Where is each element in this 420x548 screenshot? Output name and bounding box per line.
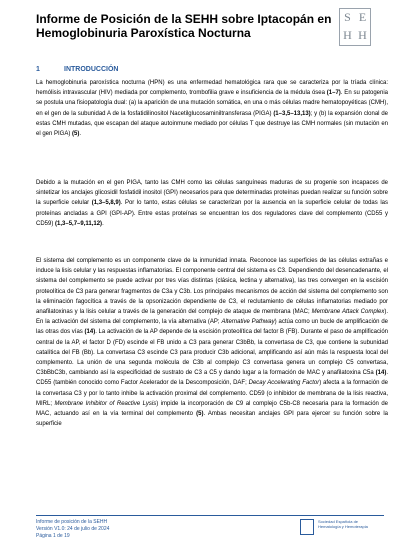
footer-info: [36, 519, 109, 540]
paragraph: [36, 256, 388, 429]
org-line: Hematología y Hemoterapia: [318, 524, 368, 529]
text-run: . En su patogenia se postula una fisiopatología dual: (a) la aparición de una mutación somática, en una o más células madre hematopoyéticas (CMH), en el gen de la subunidad A de la fosfatidilinositol Nacetilglucosaminiltransferasa (PIGA): [36, 90, 389, 117]
footer-version: Versión V1.0: 24 de julio de 2024: [36, 526, 110, 532]
text-run: ) impide la incorporación de C9 al complejo C5b-C8 necesaria para la formación de MAC, actuando así en la vía terminal del complemento: [36, 400, 388, 418]
text-run: El sistema del complemento es un componente clave de la inmunidad innata. Reconoce las superficies de las células extrañas e induce la lisis celular y las respuestas inflamatorias. El componente central del sistema es C3. Dependiendo del desencadenante, el sistema del complemento se puede activar por tres vías distintas (clásica, lectina y alternativa), las tres convergen en la escisión proteolítica de C3 para generar fragmentos de C3a y C3b. Los principales mecanismos de acción del sistema del complemento son la eliminación fagocítica a través de la opsonización dependiente de C3, el reclutamiento de células inflamatorias mediado por anafilatoxinas y la lisis celular a través de la generación del complejo de ataque de membrana (MAC;: [36, 258, 388, 316]
text-run: . Ambas necesitan anclajes GPI para ejercer su función sobre la superficie: [36, 411, 388, 428]
org-line: Sociedad Española de: [318, 519, 359, 524]
logo-letter: H: [358, 28, 367, 42]
text-run: ). En la activación del sistema del complemento, la vía alternativa (AP;: [36, 309, 389, 326]
logo-letter: S: [344, 10, 351, 24]
footer-logo: [300, 519, 420, 535]
section-title: INTRODUCCIÓN: [64, 66, 119, 73]
citation: (14): [375, 370, 387, 377]
document-title: Informe de Posición de la SEHH sobre Iptacopán en Hemoglobinuria Paroxística Nocturna: [36, 12, 332, 40]
citation: (14): [84, 329, 96, 336]
logo-letter: H: [343, 28, 352, 42]
citation: (1–3,5–13,13): [273, 110, 311, 117]
text-run: .: [102, 220, 104, 227]
citation: (1–7): [326, 90, 341, 97]
sehh-mark-icon: [300, 519, 314, 535]
text-run: . Por lo tanto, estas células se caracterizan por la ausencia en la superficie celular de todas las proteínas ancladas a GPI (GPI-AP). Entre estas proteínas se encuentran los dos reguladores clave del complemento (CD55 y CD59): [36, 200, 388, 227]
sehh-logo: [339, 8, 371, 46]
text-run: . La activación de la AP depende de la escisión proteolítica del factor B (FB). Durante el paso de amplificación central de la AP, el factor D (FD) escinde el FB unido a C3 para generar C3bBb, la convertasa de C3, que contiene la subunidad catalítica del FB (Bb). La convertasa C3 escinde C3 para producir C3b adicional, amplificando así aún más la respuesta local del complemento. La unión de una segunda molécula de C3b al complejo C3 convertasa genera un complejo C5 convertasa, C3bBbC3b, cambiando así la especificidad de sustrato de C3 a C5 y dando lugar a la formación de MAC y anafilatoxina C5a: [36, 329, 388, 377]
emphasis-text: Alternative Pathway: [221, 319, 275, 326]
logo-letter: E: [358, 10, 367, 24]
citation: (1,3–5,8,9): [91, 200, 121, 207]
text-run: ) actúa como un bucle de amplificación de las otras dos vías: [36, 319, 388, 336]
section-number: 1: [36, 66, 40, 73]
citation: (5): [72, 131, 80, 138]
text-run: ) afecta a la formación de la convertasa C3 y por lo tanto inhibe la activación proximal del complemento. CD59 (o inhibidor de membrana de la lisis reactiva, MIRL;: [36, 380, 388, 407]
text-run: La hemoglobinuria paroxística nocturna (HPN) es una enfermedad hematológica rara que se caracteriza por la tríada clínica: hemólisis intravascular (HIV) mediada por complemento, trombofilia grave e insuficiencia de la médula ósea: [36, 80, 388, 97]
text-run: .: [79, 131, 82, 138]
paragraph: [36, 178, 388, 229]
text-run: Debido a la mutación en el gen PIGA, tanto las CMH como las células sanguíneas maduras de su progenie son incapaces de sintetizar los anclajes glicosidil fosfatidil inositol (GPI) necesarios para que determinadas proteínas puedan realizar su función sobre la superficie celular: [36, 180, 388, 207]
citation: (1,3–5,7–9,11,12): [55, 220, 103, 227]
emphasis-text: Decay Accelerating Factor: [248, 380, 320, 387]
section-heading: [36, 66, 118, 73]
text-run: ; y (b) la expansión clonal de estas CMH mutadas, que escapan del ataque autoinmune mediado por células T que destruye las CMH normales (sin mutación en el gen PIGA): [36, 110, 388, 138]
citation: (5): [196, 411, 204, 418]
emphasis-text: Membrane Inhibitor of Reactive Lysis: [54, 400, 157, 407]
emphasis-text: Membrane Attack Complex: [311, 309, 385, 316]
text-run: . CD55 (también conocido como Factor Acelerador de la Descomposición, DAF;: [36, 370, 388, 387]
paragraph: [36, 78, 388, 139]
footer-divider: [36, 515, 384, 516]
footer-page-number: Página 1 de 19: [36, 533, 70, 539]
footer-report-name: Informe de posición de la SEHH: [36, 519, 108, 525]
footer-org-name: [318, 519, 368, 535]
